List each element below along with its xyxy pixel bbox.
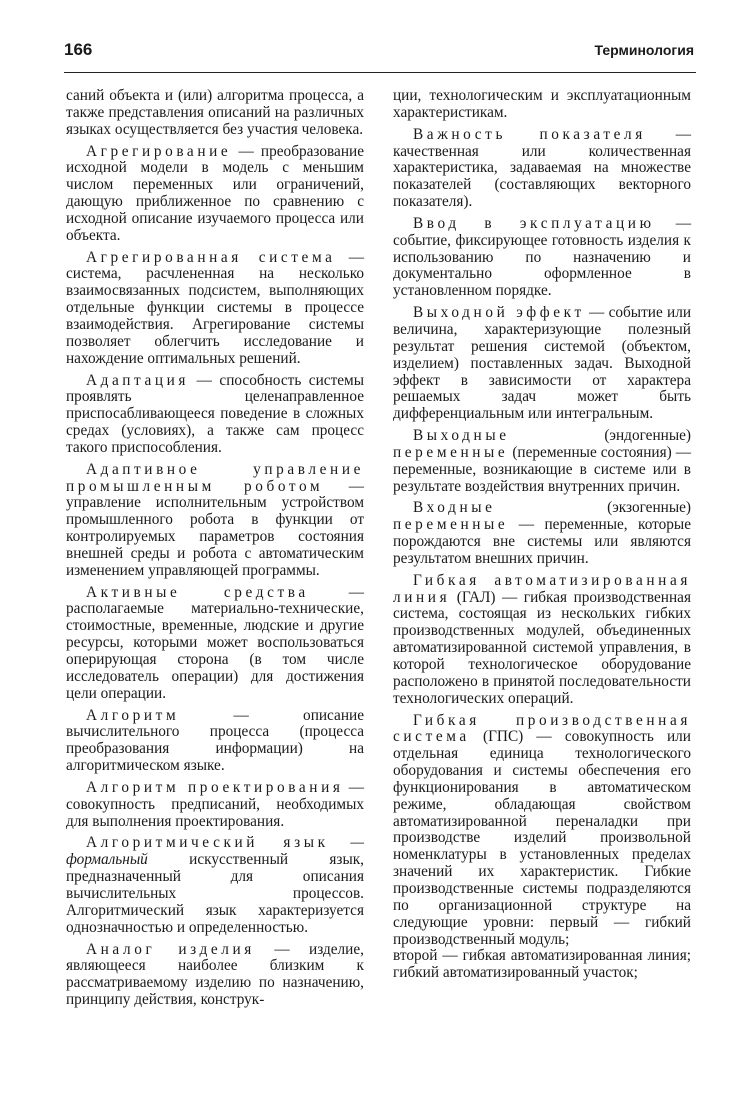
- glossary-entry: [66, 144, 364, 245]
- entry-text: (переменные состояния) — переменные, возникающие в системе или в результате воздействия внутренних причин.: [393, 443, 691, 495]
- glossary-entry: [66, 373, 364, 457]
- entry-term: Выходной эффект: [413, 304, 585, 322]
- entry-text: — располагаемые материально-технические, стоимостные, временные, людские и другие ресурсы, которыми может воспользоваться оперирующая сторона (в том числе исследователь операции) для достижения цели операции.: [66, 583, 364, 702]
- glossary-entry: [393, 573, 691, 708]
- entry-text: — изделие, являющееся наиболее близким к рассматриваемому изделию по назначению, принципу действия, конструк-: [66, 940, 364, 1009]
- entry-text: (ГАЛ) — гибкая производственная система, состоящая из нескольких гибких производственных модулей, объединенных автоматизированной системой управления, в которой технологическое оборудование расположено в принятой последовательности технологических операций.: [393, 588, 691, 707]
- entry-text: (ГПС) — совокупность или отдельная единица технологического оборудования и системы обеспечения его функционирования в автоматическом режиме, обладающая свойством автоматизированной переналадки при производстве изделий произвольной номенклатуры в установленных пределах значений их характеристик. Гибкие производственные системы подразделяются по организационной структуре на следующие уровни: первый — гибкий производственный модуль;: [393, 728, 691, 948]
- entry-term: Алгоритм проектирования: [86, 778, 344, 796]
- entry-italic-text: — формальный: [66, 834, 364, 869]
- glossary-entry: [66, 462, 364, 580]
- left-column: [66, 88, 364, 1009]
- entry-term: Входные: [413, 499, 496, 517]
- entry-text: — система, расчлененная на несколько взаимосвязанных подсистем, выполняющих отдельные функции системы в процессе взаимодействия. Агрегирование системы позволяет облегчить исследование и нахождение оптимальных решений.: [66, 248, 364, 367]
- entry-term-continued: переменные: [393, 516, 509, 534]
- entry-continuation: [393, 948, 691, 982]
- glossary-entry: [66, 708, 364, 775]
- entry-term: Агрегирование: [86, 142, 232, 160]
- entry-text: — событие, фиксирующее готовность изделия к использованию по назначению и документально оформленное в установленном порядке.: [393, 214, 691, 300]
- entry-text: (экзогенные): [495, 499, 691, 517]
- right-column: [393, 88, 691, 982]
- entry-text: — способность системы проявлять целенаправленное приспосабливающееся поведение в сложных средах (условиях), а также сам процесс такого приспособления.: [66, 371, 364, 456]
- entry-term: Агрегированная система: [86, 248, 336, 266]
- entry-term: Адаптивное управление промышленным роботом: [66, 460, 364, 495]
- entry-term: Алгоритм: [86, 706, 180, 724]
- glossary-entry: [393, 713, 691, 949]
- page-header: [64, 40, 694, 70]
- glossary-entry: [393, 428, 691, 495]
- entry-term: Аналог изделия: [86, 940, 255, 958]
- page-number: 166: [64, 40, 93, 59]
- entry-text: — преобразование исходной модели в модель с меньшим числом переменных или ограничений, дающую приближенное по сравнению с исходной описание изучаемого процесса или объекта.: [66, 142, 364, 244]
- entry-text: — переменные, которые порождаются вне системы или являются результатом внешних причин.: [393, 516, 691, 567]
- glossary-entry: [393, 127, 691, 211]
- entry-text: (эндогенные): [509, 427, 691, 445]
- glossary-entry: [66, 250, 364, 368]
- glossary-entry: [66, 585, 364, 703]
- running-head: Терминология: [594, 42, 694, 58]
- entry-term: Гибкая производственная система: [393, 711, 691, 746]
- entry-term: Активные средства: [86, 583, 309, 601]
- entry-text: второй — гибкая автоматизированная линия; гибкий автоматизированный участок;: [393, 947, 691, 982]
- entry-text: ции, технологическим и эксплуатационным характеристикам.: [393, 87, 691, 121]
- entry-term: Ввод в эксплуатацию: [413, 214, 655, 232]
- glossary-entry: [393, 216, 691, 300]
- entry-term: Гибкая автоматизированная линия: [393, 571, 691, 606]
- entry-continuation: [66, 88, 364, 139]
- glossary-entry: [66, 780, 364, 831]
- entry-text: — событие или величина, характеризующие полезный результат решения системой (объектом, изделием) поставленных задач. Выходной эффект в зависимости от характера решаемых задач может быть дифференциальным или интегральным.: [393, 304, 692, 423]
- entry-text: — совокупность предписаний, необходимых для выполнения проектирования.: [66, 778, 364, 830]
- entry-text: искусственный язык, предназначенный для описания вычислительных процессов. Алгоритмический язык характеризуется однозначностью и определенностью.: [66, 851, 364, 936]
- entry-term: Важность показателя: [413, 125, 646, 143]
- entry-term: Выходные: [413, 427, 510, 445]
- entry-text: саний объекта и (или) алгоритма процесса, а также представления описаний на различных языках осуществляется без участия человека.: [66, 87, 364, 138]
- entry-term-continued: переменные: [393, 443, 509, 461]
- glossary-entry: [66, 835, 364, 936]
- entry-text: — описание вычислительного процесса (процесса преобразования информации) на алгоритмическом языке.: [66, 706, 364, 775]
- glossary-entry: [393, 305, 691, 423]
- entry-text: — управление исполнительным устройством промышленного робота в функции от контролируемых параметров состояния внешней среды и робота с автоматическим изменением управляющей программы.: [66, 477, 364, 579]
- glossary-entry: [66, 942, 364, 1009]
- entry-term: Адаптация: [86, 371, 190, 389]
- entry-term: Алгоритмический язык: [86, 834, 329, 852]
- glossary-entry: [393, 500, 691, 567]
- header-rule: [64, 72, 696, 73]
- entry-text: — качественная или количественная характеристика, задаваемая на множестве показателей (составляющих векторного показателя).: [393, 125, 692, 211]
- entry-continuation: [393, 88, 691, 122]
